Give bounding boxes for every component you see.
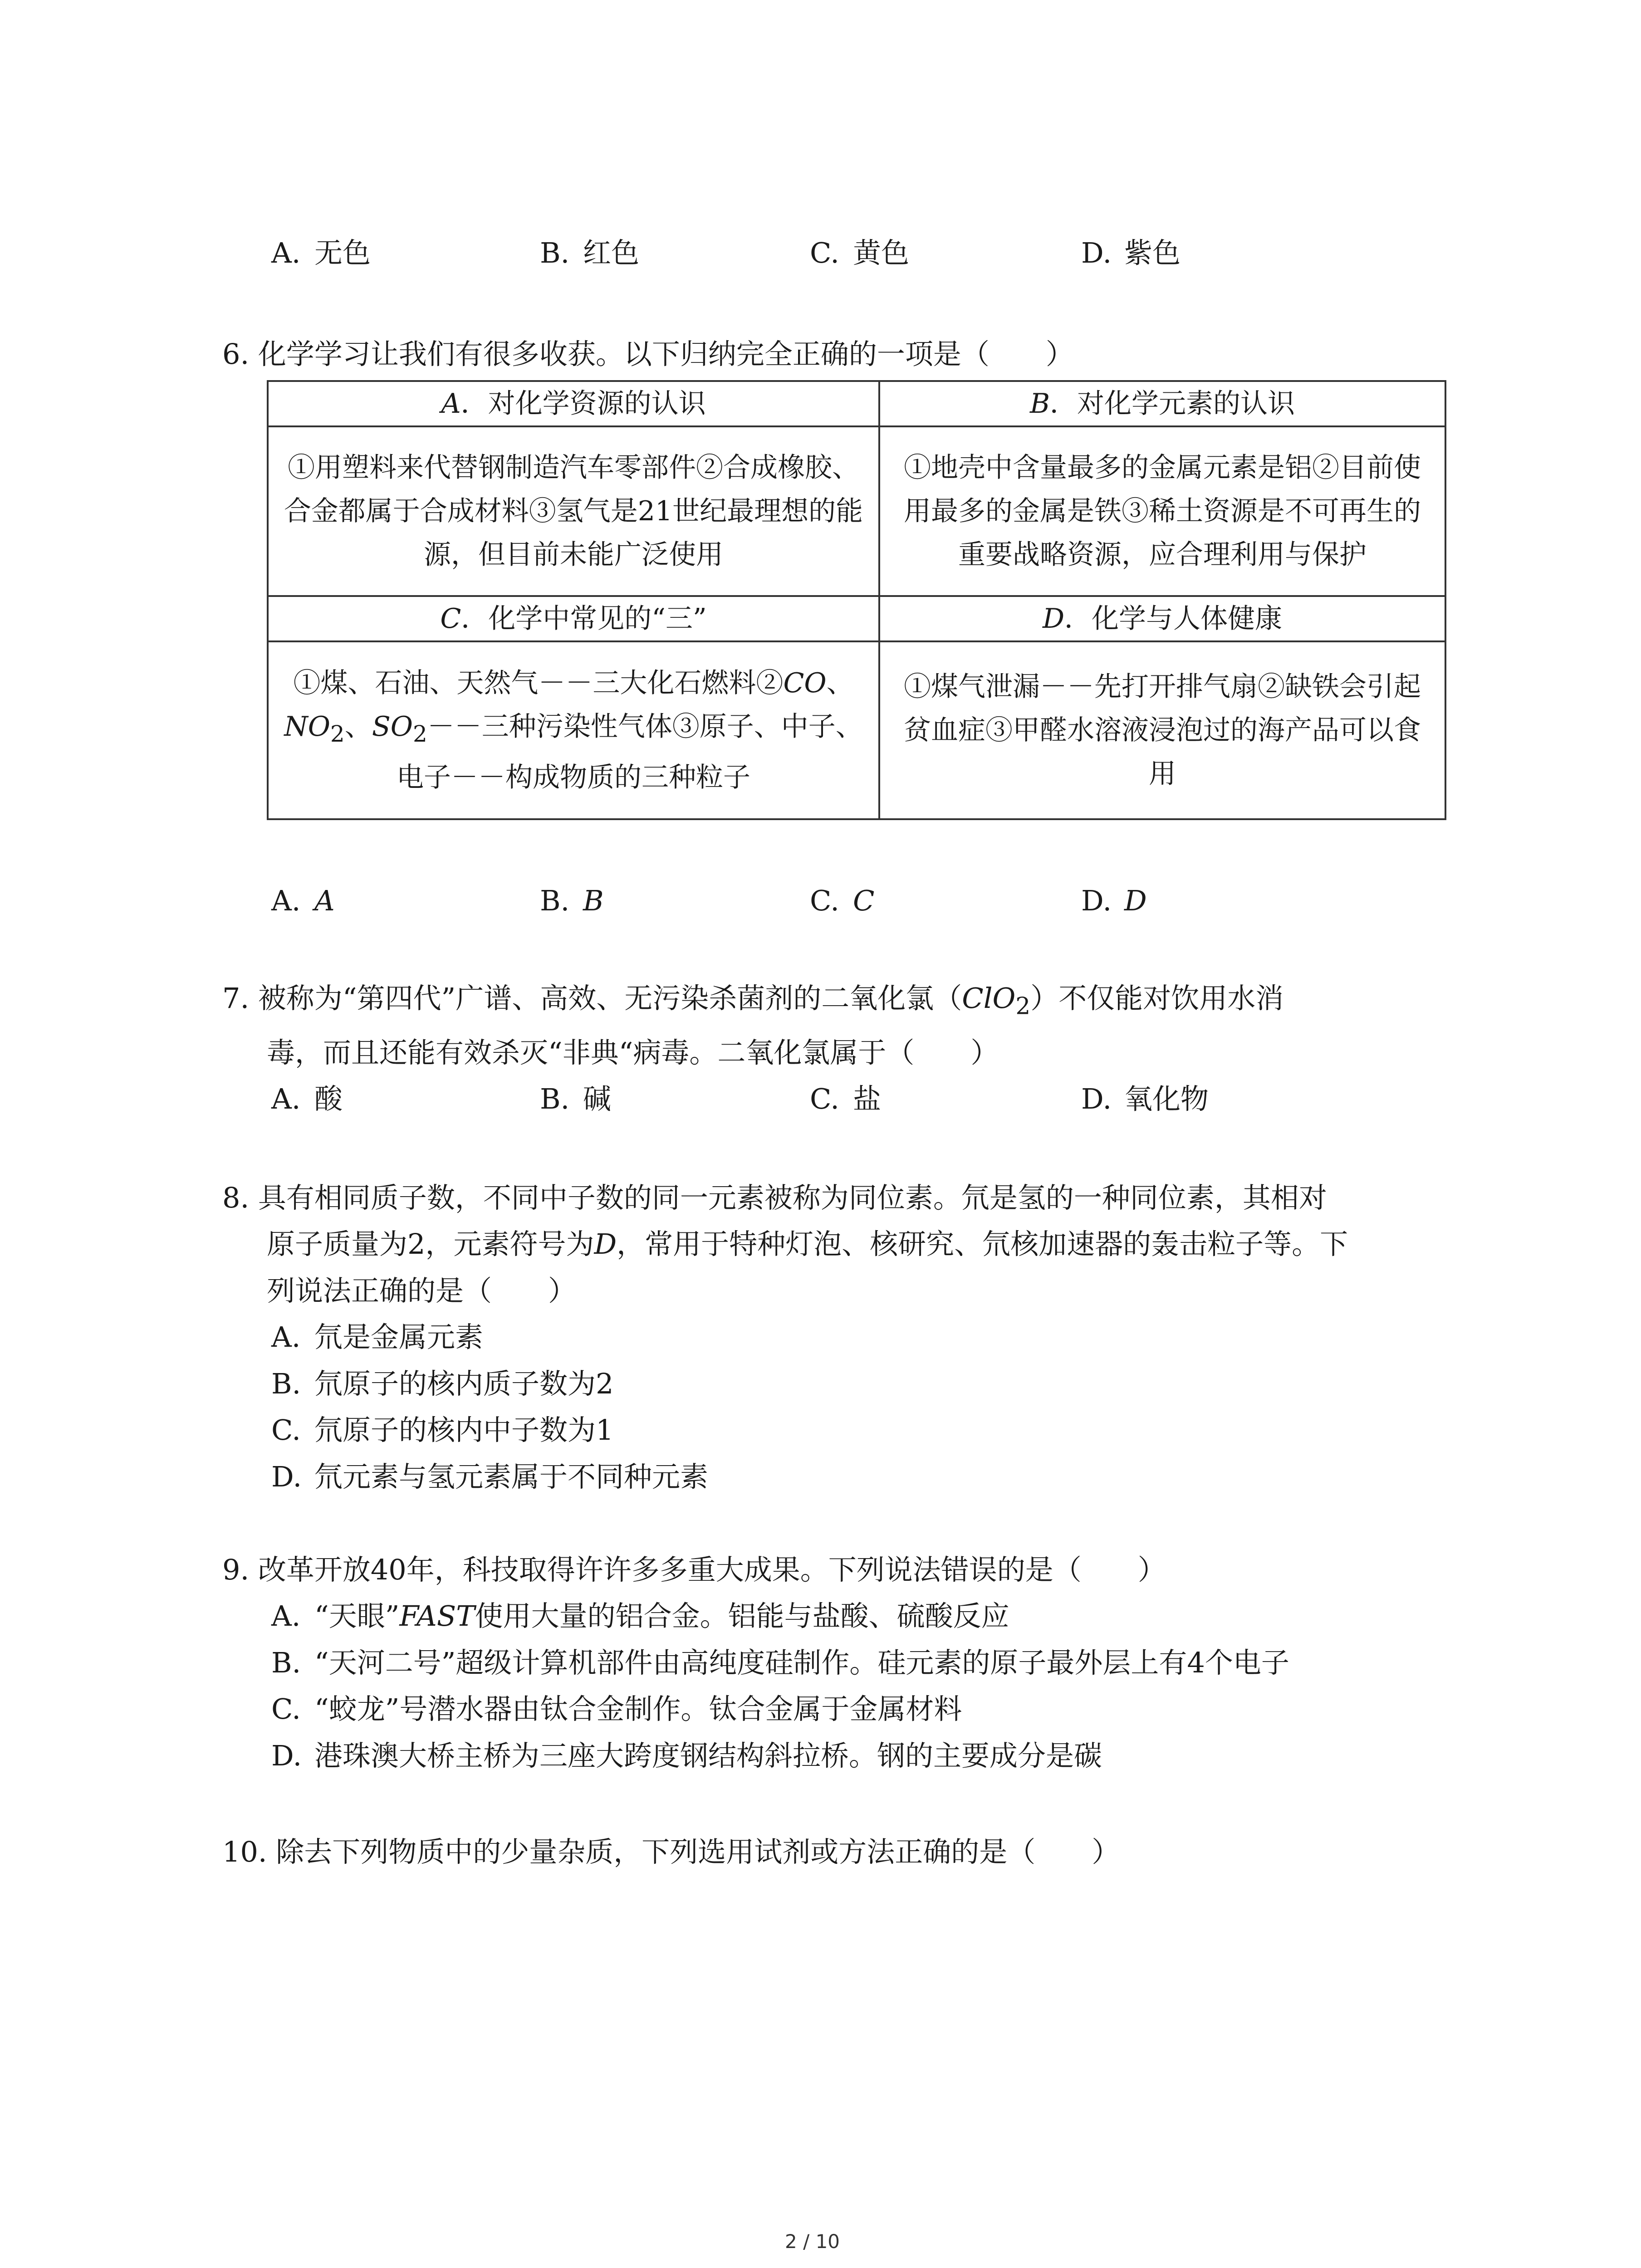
q9-option-d: D. 港珠澳大桥主桥为三座大跨度钢结构斜拉桥。钢的主要成分是碳 xyxy=(271,1739,1102,1772)
q5-option-c: C. 黄色 xyxy=(810,236,910,269)
q9-option-c: C. “蛟龙”号潜水器由钛合金制作。钛合金属于金属材料 xyxy=(271,1692,962,1725)
q8-stem-line-1: 8. 具有相同质子数，不同中子数的同一元素被称为同位素。氘是氢的一种同位素，其相对 xyxy=(222,1181,1327,1214)
q7-option-d: D. 氧化物 xyxy=(1081,1082,1209,1115)
q5-option-a: A. 无色 xyxy=(271,236,371,269)
q6-table-body-row-1 xyxy=(268,426,1445,596)
q10-stem: 10. 除去下列物质中的少量杂质，下列选用试剂或方法正确的是（ ） xyxy=(222,1835,1120,1868)
q6-table-body-row-2 xyxy=(268,641,1445,819)
q6-stem: 6. 化学学习让我们有很多收获。以下归纳完全正确的一项是（ ） xyxy=(222,337,1074,371)
q6-table-head-d: D．化学与人体健康 xyxy=(879,596,1445,641)
q6-table-head-c: C．化学中常见的“三” xyxy=(268,596,879,641)
q9-option-a: A. “天眼”FAST使用大量的铝合金。铝能与盐酸、硫酸反应 xyxy=(271,1599,1009,1633)
q5-option-d: D. 紫色 xyxy=(1081,236,1181,269)
q6-table-cell-a: ①用塑料来代替钢制造汽车零部件②合成橡胶、合金都属于合成材料③氢气是21世纪最理想的能源，但目前未能广泛使用 xyxy=(268,426,879,596)
q5-option-b: B. 红色 xyxy=(540,236,640,269)
q8-option-c: C. 氘原子的核内中子数为1 xyxy=(271,1413,614,1447)
q8-stem-line-2: 原子质量为2，元素符号为D，常用于特种灯泡、核研究、氘核加速器的轰击粒子等。下 xyxy=(267,1227,1348,1261)
q6-table-cell-d: ①煤气泄漏－－先打开排气扇②缺铁会引起贫血症③甲醛水溶液浸泡过的海产品可以食用 xyxy=(879,641,1445,819)
q7-option-a: A. 酸 xyxy=(271,1082,343,1115)
q8-option-d: D. 氘元素与氢元素属于不同种元素 xyxy=(271,1460,709,1493)
q7-stem-line-2: 毒，而且还能有效杀灭“非典“病毒。二氧化氯属于（ ） xyxy=(267,1036,999,1069)
q7-option-c: C. 盐 xyxy=(810,1082,882,1115)
q8-stem-line-3: 列说法正确的是（ ） xyxy=(267,1274,577,1307)
q6-table-head-b: B．对化学元素的认识 xyxy=(879,381,1445,426)
q6-table-header-row-1 xyxy=(268,381,1445,426)
q6-option-a: A. A xyxy=(271,884,335,917)
q6-option-c: C. C xyxy=(810,884,875,917)
q7-stem-line-1: 7. 被称为“第四代”广谱、高效、无污染杀菌剂的二氧化氯（ClO$_2$）不仅能对饮用水消 xyxy=(222,982,1284,1020)
q9-stem: 9. 改革开放40年，科技取得许许多多重大成果。下列说法错误的是（ ） xyxy=(222,1553,1166,1586)
page-number: 2 / 10 xyxy=(785,2230,840,2253)
q8-option-a: A. 氘是金属元素 xyxy=(271,1320,484,1354)
q7-option-b: B. 碱 xyxy=(540,1082,612,1115)
q6-table-header-row-2 xyxy=(268,596,1445,641)
q9-option-b: B. “天河二号”超级计算机部件由高纯度硅制作。硅元素的原子最外层上有4个电子 xyxy=(271,1646,1289,1679)
q6-table-cell-c: ①煤、石油、天然气－－三大化石燃料②CO、$NO_2$、$SO_2--$三种污染性气体③原子、中子、电子－－构成物质的三种粒子 xyxy=(268,641,879,819)
q8-option-b: B. 氘原子的核内质子数为2 xyxy=(271,1367,614,1400)
q6-option-b: B. B xyxy=(540,884,604,917)
q6-table-cell-b: ①地壳中含量最多的金属元素是铝②目前使用最多的金属是铁③稀土资源是不可再生的重要战略资源，应合理利用与保护 xyxy=(879,426,1445,596)
q6-option-d: D. D xyxy=(1081,884,1147,917)
q6-table-head-a: A．对化学资源的认识 xyxy=(268,381,879,426)
q6-table xyxy=(267,380,1446,820)
